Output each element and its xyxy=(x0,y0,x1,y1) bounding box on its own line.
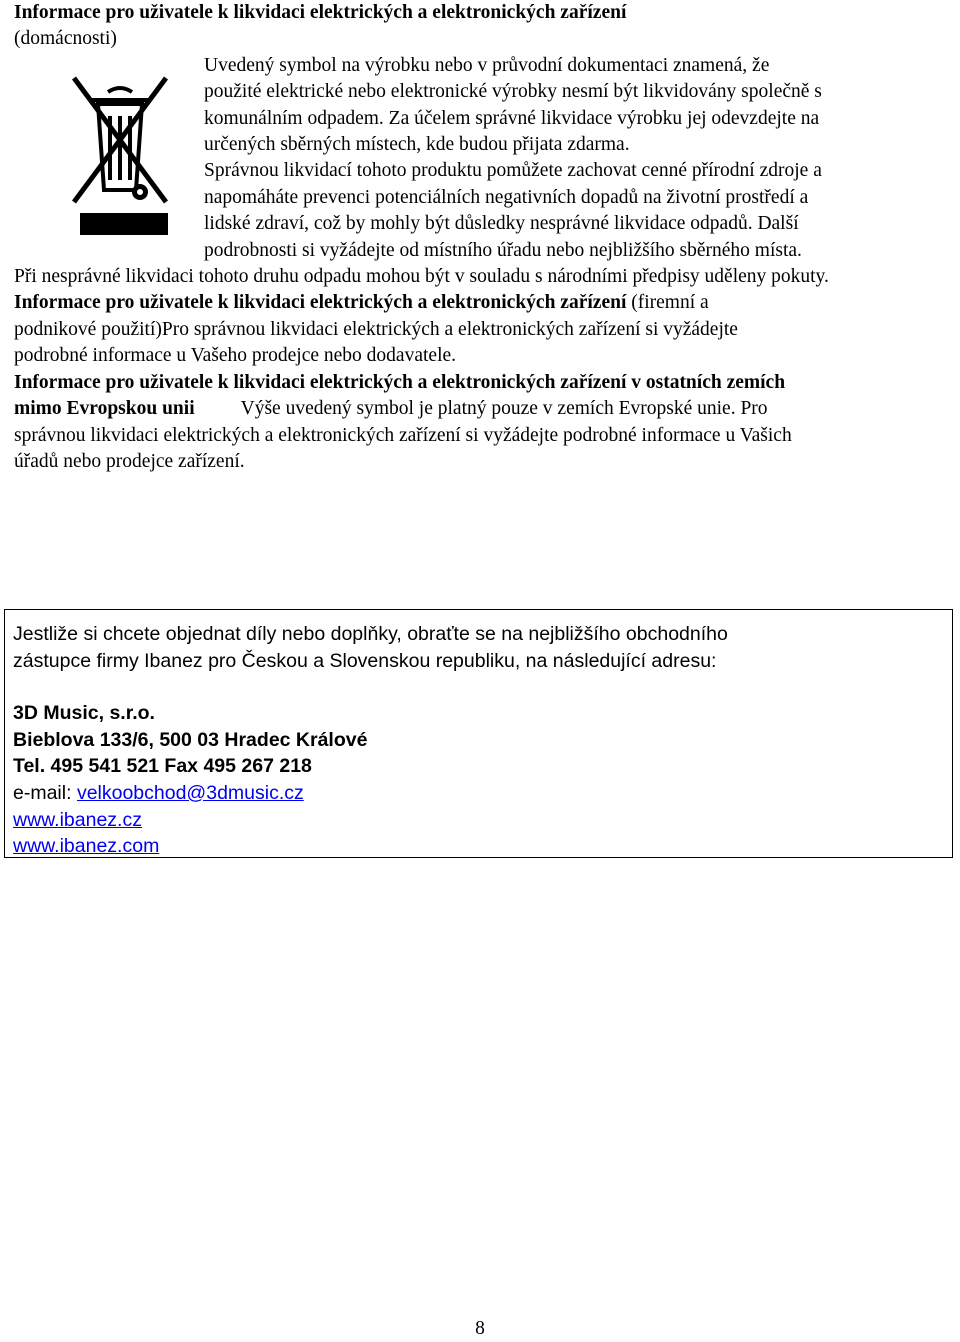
business-title: Informace pro uživatele k likvidaci elektrických a elektronických zařízení xyxy=(14,292,627,314)
non-eu-title: Informace pro uživatele k likvidaci elektrických a elektronických zařízení v ostatních zemích xyxy=(14,371,786,393)
non-eu-title: mimo Evropskou unii xyxy=(14,398,195,420)
penalty-text: Při nesprávné likvidaci tohoto druhu odpadu mohou být v souladu s národními předpisy uděleny pokuty. xyxy=(14,266,829,288)
contact-intro: Jestliže si chcete objednat díly nebo doplňky, obraťte se na nejbližšího obchodního xyxy=(13,623,728,645)
email-label: e-mail: xyxy=(13,781,77,804)
company-phone: Tel. 495 541 521 Fax 495 267 218 xyxy=(13,755,312,778)
company-address: Bieblova 133/6, 500 03 Hradec Králové xyxy=(13,728,368,751)
domestic-line: lidské zdraví, což by mohly být důsledky nesprávné likvidace odpadů. Další xyxy=(204,213,799,235)
business-section xyxy=(14,290,944,316)
domestic-line: Uvedený symbol na výrobku nebo v průvodní dokumentaci znamená, že xyxy=(204,54,770,76)
company-name: 3D Music, s.r.o. xyxy=(13,702,155,725)
domestic-line: použité elektrické nebo elektronické výrobky nesmí být likvidovány společně s xyxy=(204,81,822,103)
domestic-subtitle: (domácnosti) xyxy=(14,28,117,50)
contact-box xyxy=(4,609,953,858)
web-link-com[interactable]: www.ibanez.com xyxy=(13,835,160,858)
email-link[interactable]: velkoobchod@3dmusic.cz xyxy=(76,781,304,804)
page-number: 8 xyxy=(475,1318,485,1339)
domestic-line: Správnou likvidací tohoto produktu pomůžete zachovat cenné přírodní zdroje a xyxy=(204,160,822,182)
business-text: (firemní a xyxy=(626,292,709,314)
domestic-title: Informace pro uživatele k likvidaci elektrických a elektronických zařízení xyxy=(14,2,627,23)
contact-intro: zástupce firmy Ibanez pro Českou a Slovenskou republiku, na následující adresu: xyxy=(13,649,717,672)
non-eu-text: správnou likvidaci elektrických a elektronických zařízení si vyžádejte podrobné informace u Vašich xyxy=(14,424,792,446)
domestic-line: napomáháte prevenci potenciálních negativních dopadů na životní prostředí a xyxy=(204,186,809,208)
email-row xyxy=(13,780,952,807)
non-eu-text: Výše uvedený symbol je platný pouze v zemích Evropské unie. Pro xyxy=(240,398,768,420)
crossed-out-wheelie-bin-icon xyxy=(68,70,172,238)
non-eu-text: úřadů nebo prodejce zařízení. xyxy=(14,450,245,472)
non-eu-section xyxy=(14,396,944,422)
domestic-line: určených sběrných místech, kde budou přijata zdarma. xyxy=(204,134,630,156)
web-link-cz[interactable]: www.ibanez.cz xyxy=(13,808,142,831)
domestic-line: podrobnosti si vyžádejte od místního úřadu nebo nejbližšího sběrného místa. xyxy=(204,239,802,261)
business-text: podnikové použití)Pro správnou likvidaci elektrických a elektronických zařízení si vyžádejte xyxy=(14,318,738,340)
business-text: podrobné informace u Vašeho prodejce nebo dodavatele. xyxy=(14,345,457,367)
domestic-line: komunálním odpadem. Za účelem správné likvidace výrobku jej odevzdejte na xyxy=(204,107,820,129)
spacer xyxy=(13,674,952,700)
